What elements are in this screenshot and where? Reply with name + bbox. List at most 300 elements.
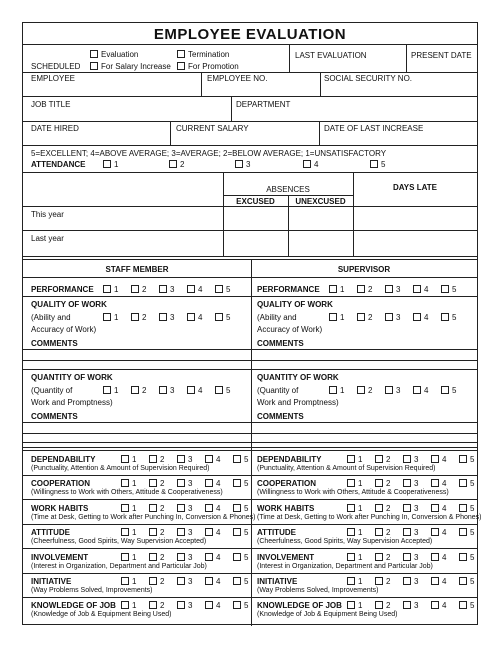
staff-performance-rating-option-4[interactable]	[187, 285, 215, 294]
staff-quantity-rating-option-1[interactable]	[103, 386, 131, 395]
last-evaluation-field[interactable]: LAST EVALUATION	[295, 51, 367, 60]
option-label: 5	[226, 313, 231, 322]
supervisor-criterion-2-rating-option-1[interactable]	[347, 504, 375, 513]
supervisor-criterion-2-rating-option-3[interactable]	[403, 504, 431, 513]
staff-quantity-rating-option-5[interactable]	[215, 386, 243, 395]
supervisor-criterion-5-rating-option-1[interactable]	[347, 577, 375, 586]
staff-criterion-5-rating-option-4[interactable]	[205, 577, 233, 586]
staff-criterion-4-rating-scale	[121, 553, 261, 562]
checkbox-icon	[177, 62, 185, 70]
option-salary-increase[interactable]	[90, 62, 171, 71]
ssn-field[interactable]: SOCIAL SECURITY NO.	[324, 74, 413, 83]
staff-criterion-title-0: DEPENDABILITY	[31, 455, 96, 464]
checkbox-icon	[375, 528, 383, 536]
staff-criterion-5-rating-scale	[121, 577, 261, 586]
option-label: 3	[396, 386, 401, 395]
supervisor-quantity-rating-option-3[interactable]	[385, 386, 413, 395]
staff-performance-rating-option-5[interactable]	[215, 285, 243, 294]
supervisor-quantity-rating-option-1[interactable]	[329, 386, 357, 395]
staff-criterion-6-rating-option-1[interactable]	[121, 601, 149, 610]
option-label: 2	[180, 160, 185, 169]
divider	[23, 499, 477, 500]
checkbox-icon	[187, 285, 195, 293]
staff-criterion-3-rating-option-4[interactable]	[205, 528, 233, 537]
supervisor-quality-rating-option-3[interactable]	[385, 313, 413, 322]
checkbox-icon	[347, 504, 355, 512]
staff-criterion-2-rating-option-1[interactable]	[121, 504, 149, 513]
option-label: 3	[188, 503, 193, 513]
staff-criterion-4-rating-option-4[interactable]	[205, 553, 233, 562]
option-label: 2	[142, 313, 147, 322]
supervisor-criterion-6-rating-option-1[interactable]	[347, 601, 375, 610]
attendance-option-2[interactable]	[169, 160, 184, 169]
checkbox-icon	[177, 504, 185, 512]
supervisor-criterion-desc-2: (Time at Desk, Getting to Work after Punching In, Conversion & Phones)	[257, 513, 482, 521]
checkbox-icon	[357, 386, 365, 394]
option-label: 2	[160, 577, 165, 586]
checkbox-icon	[459, 455, 467, 463]
staff-criterion-desc-5: (Way Problems Solved, Improvements)	[31, 587, 153, 594]
last-year-row: Last year	[31, 234, 64, 243]
checkbox-icon	[215, 313, 223, 321]
checkbox-icon	[103, 386, 111, 394]
staff-quantity-comments[interactable]: COMMENTS	[31, 412, 78, 421]
supervisor-criterion-1-rating-option-5[interactable]	[459, 479, 487, 488]
option-label: 3	[188, 528, 193, 538]
attendance-label: ATTENDANCE	[31, 160, 86, 169]
option-label: 3	[414, 479, 419, 489]
staff-criterion-desc-3: (Cheerfulness, Good Spirits, Way Supervision Accepted)	[31, 538, 207, 546]
supervisor-criterion-3-rating-option-5[interactable]	[459, 528, 487, 537]
checkbox-icon	[121, 577, 129, 585]
option-label: 1	[114, 285, 119, 294]
checkbox-icon	[121, 504, 129, 512]
staff-quantity-desc-1: (Quantity of	[31, 386, 73, 395]
supervisor-criterion-3-rating-option-2[interactable]	[375, 528, 403, 537]
supervisor-performance-rating-option-1[interactable]	[329, 285, 357, 294]
supervisor-quality-desc-2: Accuracy of Work)	[257, 325, 323, 334]
option-label: 4	[216, 479, 221, 489]
option-label: 5	[470, 503, 475, 513]
supervisor-criterion-5-rating-option-5[interactable]	[459, 577, 487, 586]
checkbox-icon	[149, 553, 157, 561]
supervisor-criterion-desc-3: (Cheerfulness, Good Spirits, Way Supervision Accepted)	[257, 538, 433, 546]
checkbox-icon	[205, 504, 213, 512]
staff-criterion-3-rating-option-3[interactable]	[177, 528, 205, 537]
attendance-option-3[interactable]	[235, 160, 250, 169]
divider	[23, 145, 477, 146]
divider	[23, 259, 477, 260]
supervisor-performance-rating-option-5[interactable]	[441, 285, 469, 294]
option-label: 2	[386, 503, 391, 513]
staff-criterion-1-rating-option-1[interactable]	[121, 479, 149, 488]
option-label: 1	[358, 503, 363, 513]
option-label: 5	[226, 386, 231, 395]
checkbox-icon	[385, 313, 393, 321]
staff-quality-comments[interactable]: COMMENTS	[31, 339, 78, 348]
supervisor-criterion-4-rating-option-2[interactable]	[375, 553, 403, 562]
option-label: 2	[386, 455, 391, 464]
staff-criterion-2-rating-option-3[interactable]	[177, 504, 205, 513]
staff-performance-label: PERFORMANCE	[31, 285, 94, 294]
supervisor-criterion-1-rating-option-2[interactable]	[375, 479, 403, 488]
supervisor-quality-rating-option-4[interactable]	[413, 313, 441, 322]
option-label: 3	[188, 577, 193, 586]
checkbox-icon	[459, 479, 467, 487]
staff-quantity-desc-2: Work and Promptness)	[31, 398, 113, 407]
staff-quality-desc-1: (Ability and	[31, 313, 71, 322]
option-label: 5	[244, 552, 249, 562]
supervisor-criterion-3-rating-scale	[347, 528, 487, 537]
supervisor-criterion-0-rating-option-2[interactable]	[375, 455, 403, 464]
checkbox-icon	[347, 455, 355, 463]
supervisor-criterion-0-rating-option-3[interactable]	[403, 455, 431, 464]
supervisor-quality-rating-option-2[interactable]	[357, 313, 385, 322]
supervisor-criterion-6-rating-option-5[interactable]	[459, 601, 487, 610]
option-label: 5	[381, 160, 386, 169]
supervisor-criterion-5-rating-option-2[interactable]	[375, 577, 403, 586]
option-label: 5	[244, 577, 249, 586]
checkbox-icon	[370, 160, 378, 168]
staff-member-header: STAFF MEMBER	[105, 265, 169, 274]
staff-criterion-6-rating-scale	[121, 601, 261, 610]
staff-criterion-5-rating-option-1[interactable]	[121, 577, 149, 586]
supervisor-criterion-1-rating-option-1[interactable]	[347, 479, 375, 488]
option-label: 5	[452, 285, 457, 294]
option-promotion[interactable]	[177, 62, 239, 71]
job-title-field[interactable]: JOB TITLE	[31, 100, 71, 109]
option-label: 3	[188, 479, 193, 489]
employee-no-field[interactable]: EMPLOYEE NO.	[207, 74, 268, 83]
checkbox-icon	[375, 455, 383, 463]
option-label: For Salary Increase	[101, 62, 171, 71]
staff-criterion-4-rating-option-3[interactable]	[177, 553, 205, 562]
supervisor-criterion-5-rating-option-4[interactable]	[431, 577, 459, 586]
days-late-header: DAYS LATE	[392, 183, 437, 192]
checkbox-icon	[459, 577, 467, 585]
option-label: 1	[114, 160, 119, 169]
supervisor-criterion-0-rating-scale	[347, 455, 487, 464]
current-salary-field[interactable]: CURRENT SALARY	[176, 124, 249, 133]
staff-criterion-title-3: ATTITUDE	[31, 528, 70, 538]
option-label: 4	[198, 285, 203, 294]
department-field[interactable]: DEPARTMENT	[236, 100, 291, 109]
divider	[23, 369, 477, 370]
option-label: 5	[244, 601, 249, 611]
divider	[223, 195, 353, 196]
supervisor-criterion-6-rating-option-4[interactable]	[431, 601, 459, 610]
checkbox-icon	[205, 577, 213, 585]
divider	[23, 206, 477, 207]
supervisor-criterion-0-rating-option-1[interactable]	[347, 455, 375, 464]
option-label: 3	[414, 552, 419, 562]
staff-criterion-title-6: KNOWLEDGE OF JOB	[31, 601, 116, 611]
checkbox-icon	[375, 553, 383, 561]
option-evaluation[interactable]	[90, 50, 138, 59]
supervisor-performance-rating-scale	[329, 285, 469, 294]
staff-criterion-0-rating-option-4[interactable]	[205, 455, 233, 464]
supervisor-quantity-desc-1: (Quantity of	[257, 386, 299, 395]
supervisor-performance-label: PERFORMANCE	[257, 285, 320, 294]
supervisor-quality-comments[interactable]: COMMENTS	[257, 339, 304, 348]
divider	[23, 360, 477, 361]
supervisor-performance-rating-option-3[interactable]	[385, 285, 413, 294]
staff-criterion-0-rating-scale	[121, 455, 261, 464]
checkbox-icon	[233, 528, 241, 536]
option-label: 4	[424, 285, 429, 294]
staff-quantity-rating-option-3[interactable]	[159, 386, 187, 395]
option-label: 2	[386, 577, 391, 586]
option-label: Termination	[188, 50, 230, 59]
option-label: 4	[442, 552, 447, 562]
checkbox-icon	[347, 553, 355, 561]
supervisor-criterion-3-rating-option-4[interactable]	[431, 528, 459, 537]
checkbox-icon	[159, 285, 167, 293]
staff-quantity-rating-option-4[interactable]	[187, 386, 215, 395]
option-label: 4	[216, 552, 221, 562]
divider	[23, 524, 477, 525]
staff-performance-rating-option-3[interactable]	[159, 285, 187, 294]
supervisor-criterion-4-rating-option-4[interactable]	[431, 553, 459, 562]
supervisor-criterion-2-rating-option-2[interactable]	[375, 504, 403, 513]
date-last-increase-field[interactable]: DATE OF LAST INCREASE	[324, 124, 424, 133]
supervisor-criterion-6-rating-option-2[interactable]	[375, 601, 403, 610]
checkbox-icon	[215, 386, 223, 394]
supervisor-criterion-3-rating-option-1[interactable]	[347, 528, 375, 537]
option-label: 1	[358, 552, 363, 562]
option-label: For Promotion	[188, 62, 239, 71]
staff-quality-rating-option-5[interactable]	[215, 313, 243, 322]
supervisor-quantity-rating-option-5[interactable]	[441, 386, 469, 395]
checkbox-icon	[459, 553, 467, 561]
staff-quality-rating-option-1[interactable]	[103, 313, 131, 322]
divider	[23, 442, 477, 443]
checkbox-icon	[385, 285, 393, 293]
supervisor-criterion-4-rating-option-1[interactable]	[347, 553, 375, 562]
supervisor-quantity-comments[interactable]: COMMENTS	[257, 412, 304, 421]
supervisor-quantity-rating-option-4[interactable]	[413, 386, 441, 395]
option-label: 5	[244, 528, 249, 538]
employee-field[interactable]: EMPLOYEE	[31, 74, 76, 83]
divider	[406, 44, 407, 72]
checkbox-icon	[375, 479, 383, 487]
checkbox-icon	[303, 160, 311, 168]
checkbox-icon	[329, 285, 337, 293]
staff-criterion-4-rating-option-1[interactable]	[121, 553, 149, 562]
supervisor-performance-rating-option-4[interactable]	[413, 285, 441, 294]
this-year-row: This year	[31, 210, 64, 219]
option-label: 3	[414, 528, 419, 538]
staff-criterion-6-rating-option-3[interactable]	[177, 601, 205, 610]
staff-criterion-0-rating-option-3[interactable]	[177, 455, 205, 464]
supervisor-criterion-6-rating-option-3[interactable]	[403, 601, 431, 610]
checkbox-icon	[431, 479, 439, 487]
checkbox-icon	[459, 601, 467, 609]
checkbox-icon	[431, 577, 439, 585]
date-hired-field[interactable]: DATE HIRED	[31, 124, 79, 133]
attendance-option-5[interactable]	[370, 160, 385, 169]
divider	[23, 548, 477, 549]
checkbox-icon	[215, 285, 223, 293]
supervisor-quality-rating-option-1[interactable]	[329, 313, 357, 322]
supervisor-criterion-2-rating-option-4[interactable]	[431, 504, 459, 513]
option-label: 1	[132, 503, 137, 513]
option-label: 2	[368, 285, 373, 294]
option-label: 4	[216, 528, 221, 538]
option-label: 2	[386, 479, 391, 489]
option-label: 4	[198, 386, 203, 395]
checkbox-icon	[131, 285, 139, 293]
option-label: 1	[340, 285, 345, 294]
supervisor-quantity-rating-option-2[interactable]	[357, 386, 385, 395]
supervisor-criterion-4-rating-option-3[interactable]	[403, 553, 431, 562]
staff-criterion-1-rating-option-4[interactable]	[205, 479, 233, 488]
staff-criterion-3-rating-option-2[interactable]	[149, 528, 177, 537]
supervisor-criterion-1-rating-option-3[interactable]	[403, 479, 431, 488]
staff-criterion-2-rating-option-4[interactable]	[205, 504, 233, 513]
checkbox-icon	[347, 577, 355, 585]
supervisor-criterion-desc-4: (Interest in Organization, Department and Particular Job)	[257, 562, 433, 570]
divider	[23, 172, 477, 173]
checkbox-icon	[205, 528, 213, 536]
scheduled-label: SCHEDULED	[31, 62, 81, 71]
staff-criterion-6-rating-option-4[interactable]	[205, 601, 233, 610]
checkbox-icon	[205, 455, 213, 463]
staff-criterion-6-rating-option-2[interactable]	[149, 601, 177, 610]
staff-criterion-title-1: COOPERATION	[31, 479, 90, 489]
option-label: 4	[216, 503, 221, 513]
checkbox-icon	[235, 160, 243, 168]
supervisor-quantity-rating-scale	[329, 386, 469, 395]
supervisor-criterion-title-3: ATTITUDE	[257, 528, 296, 538]
checkbox-icon	[103, 285, 111, 293]
checkbox-icon	[233, 601, 241, 609]
checkbox-icon	[90, 62, 98, 70]
checkbox-icon	[90, 50, 98, 58]
divider	[23, 447, 477, 448]
checkbox-icon	[233, 553, 241, 561]
checkbox-icon	[187, 386, 195, 394]
divider	[289, 44, 290, 72]
option-label: 2	[160, 503, 165, 513]
checkbox-icon	[413, 313, 421, 321]
supervisor-quality-desc-1: (Ability and	[257, 313, 297, 322]
option-label: 5	[470, 528, 475, 538]
staff-criterion-2-rating-option-2[interactable]	[149, 504, 177, 513]
staff-criterion-5-rating-option-2[interactable]	[149, 577, 177, 586]
checkbox-icon	[431, 455, 439, 463]
option-label: 1	[114, 313, 119, 322]
option-label: 4	[216, 601, 221, 611]
supervisor-criterion-3-rating-option-3[interactable]	[403, 528, 431, 537]
supervisor-criterion-desc-1: (Willingness to Work with Others, Attitude & Cooperativeness)	[257, 489, 449, 497]
staff-quantity-title: QUANTITY OF WORK	[31, 373, 113, 382]
option-label: 3	[170, 386, 175, 395]
option-label: 1	[358, 601, 363, 611]
checkbox-icon	[121, 528, 129, 536]
staff-quantity-rating-option-2[interactable]	[131, 386, 159, 395]
staff-quality-rating-option-3[interactable]	[159, 313, 187, 322]
checkbox-icon	[149, 528, 157, 536]
staff-criterion-desc-0: (Punctuality, Attention & Amount of Supervision Required)	[31, 465, 210, 472]
supervisor-criterion-0-rating-option-4[interactable]	[431, 455, 459, 464]
option-label: Evaluation	[101, 50, 139, 59]
supervisor-criterion-title-1: COOPERATION	[257, 479, 316, 489]
staff-performance-rating-option-1[interactable]	[103, 285, 131, 294]
staff-criterion-0-rating-option-1[interactable]	[121, 455, 149, 464]
staff-criterion-3-rating-option-1[interactable]	[121, 528, 149, 537]
checkbox-icon	[403, 504, 411, 512]
option-label: 3	[414, 455, 419, 464]
present-date-field[interactable]: PRESENT DATE	[411, 51, 472, 60]
option-label: 2	[142, 285, 147, 294]
staff-quality-desc-2: Accuracy of Work)	[31, 325, 97, 334]
checkbox-icon	[403, 601, 411, 609]
attendance-option-4[interactable]	[303, 160, 318, 169]
unexcused-header: UNEXCUSED	[295, 197, 346, 206]
staff-criterion-0-rating-option-2[interactable]	[149, 455, 177, 464]
option-label: 5	[244, 503, 249, 513]
option-label: 1	[114, 386, 119, 395]
checkbox-icon	[233, 504, 241, 512]
supervisor-performance-rating-option-2[interactable]	[357, 285, 385, 294]
divider	[23, 96, 477, 97]
checkbox-icon	[357, 285, 365, 293]
option-label: 4	[216, 455, 221, 464]
divider	[23, 349, 477, 350]
divider	[201, 72, 202, 96]
option-label: 2	[160, 455, 165, 464]
option-termination[interactable]	[177, 50, 229, 59]
checkbox-icon	[103, 313, 111, 321]
option-label: 3	[170, 313, 175, 322]
supervisor-criterion-6-rating-scale	[347, 601, 487, 610]
supervisor-criterion-5-rating-option-3[interactable]	[403, 577, 431, 586]
option-label: 4	[442, 455, 447, 464]
staff-quality-rating-option-2[interactable]	[131, 313, 159, 322]
checkbox-icon	[413, 386, 421, 394]
checkbox-icon	[431, 553, 439, 561]
staff-quality-rating-option-4[interactable]	[187, 313, 215, 322]
checkbox-icon	[121, 455, 129, 463]
option-label: 4	[442, 503, 447, 513]
checkbox-icon	[177, 553, 185, 561]
supervisor-criterion-1-rating-option-4[interactable]	[431, 479, 459, 488]
staff-performance-rating-option-2[interactable]	[131, 285, 159, 294]
supervisor-criterion-4-rating-option-5[interactable]	[459, 553, 487, 562]
checkbox-icon	[357, 313, 365, 321]
supervisor-criterion-0-rating-option-5[interactable]	[459, 455, 487, 464]
staff-criterion-2-rating-scale	[121, 504, 261, 513]
checkbox-icon	[149, 479, 157, 487]
checkbox-icon	[233, 455, 241, 463]
option-label: 3	[246, 160, 251, 169]
option-label: 2	[160, 601, 165, 611]
staff-criterion-4-rating-option-2[interactable]	[149, 553, 177, 562]
supervisor-criterion-2-rating-option-5[interactable]	[459, 504, 487, 513]
supervisor-quantity-desc-2: Work and Promptness)	[257, 398, 339, 407]
option-label: 2	[386, 552, 391, 562]
staff-criterion-1-rating-option-3[interactable]	[177, 479, 205, 488]
staff-criterion-5-rating-option-3[interactable]	[177, 577, 205, 586]
supervisor-criterion-title-5: INITIATIVE	[257, 577, 298, 586]
option-label: 1	[132, 577, 137, 586]
divider	[23, 256, 477, 257]
attendance-option-1[interactable]	[103, 160, 118, 169]
staff-criterion-1-rating-option-2[interactable]	[149, 479, 177, 488]
supervisor-quality-rating-option-5[interactable]	[441, 313, 469, 322]
checkbox-icon	[177, 50, 185, 58]
